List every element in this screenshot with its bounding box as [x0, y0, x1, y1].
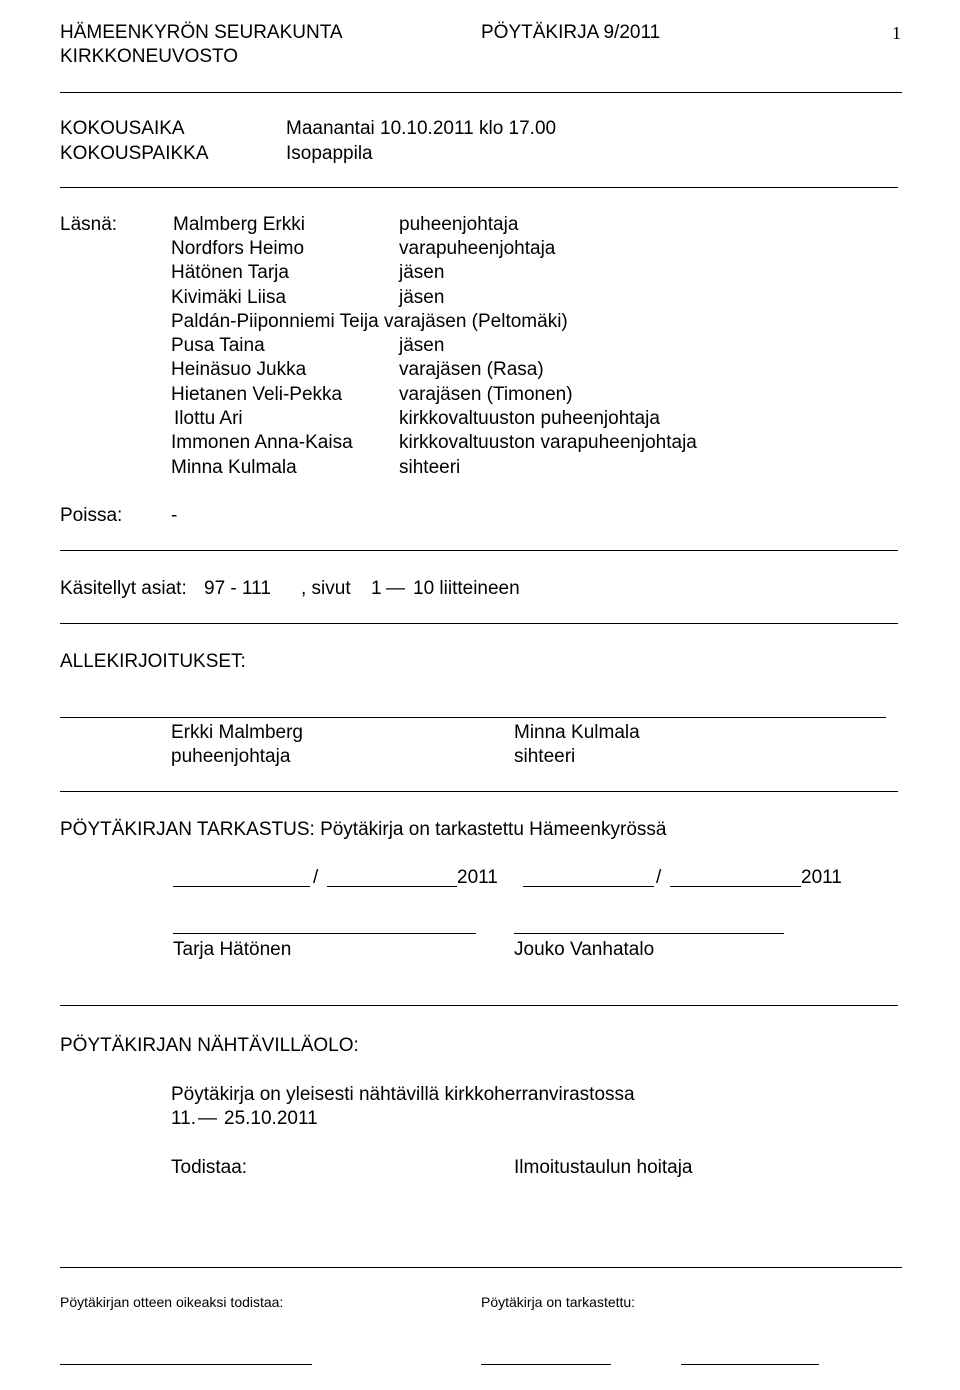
meeting-place-value: Isopappila	[286, 143, 373, 164]
divider	[60, 1005, 898, 1006]
date-line	[670, 886, 801, 887]
member-role: puheenjohtaja	[399, 214, 519, 235]
board-name: KIRKKONEUVOSTO	[60, 46, 239, 67]
signature-line	[60, 1364, 312, 1365]
date-year: 2011	[457, 867, 498, 888]
reviewer-name: Tarja Hätönen	[173, 939, 292, 960]
matters-pages-prefix: , sivut	[301, 578, 351, 599]
member-name: Malmberg Erkki	[173, 214, 305, 235]
chair-name: Erkki Malmberg	[171, 722, 303, 743]
member-name: Minna Kulmala	[171, 457, 297, 478]
meeting-time-value: Maanantai 10.10.2011 klo 17.00	[286, 118, 557, 139]
member-role: jäsen	[399, 262, 445, 283]
member-role: kirkkovaltuuston varapuheenjohtaja	[399, 432, 697, 453]
signatures-label: ALLEKIRJOITUKSET:	[60, 651, 246, 672]
organization-name: HÄMEENKYRÖN SEURAKUNTA	[60, 22, 343, 43]
secretary-role: sihteeri	[514, 746, 576, 767]
reviewer-name: Jouko Vanhatalo	[514, 939, 655, 960]
date-line	[173, 886, 310, 887]
signature-line	[514, 933, 784, 934]
signature-line	[173, 933, 476, 934]
member-name: Kivimäki Liisa	[171, 287, 287, 308]
member-name: Hietanen Veli-Pekka	[171, 384, 343, 405]
member-name: Paldán-Piiponniemi Teija varajäsen (Peltomäki)	[171, 311, 568, 332]
signature-line	[60, 717, 886, 718]
divider	[60, 1267, 902, 1268]
footer-excerpt-label: Pöytäkirjan otteen oikeaksi todistaa:	[60, 1294, 284, 1310]
page-number: 1	[892, 23, 901, 43]
member-role: jäsen	[399, 287, 445, 308]
meeting-place-label: KOKOUSPAIKKA	[60, 143, 209, 164]
divider	[60, 92, 902, 93]
display-date-dash: —	[198, 1108, 217, 1129]
date-line	[523, 886, 654, 887]
date-line	[327, 886, 457, 887]
divider	[60, 550, 898, 551]
matters-label: Käsitellyt asiat:	[60, 578, 187, 599]
member-role: sihteeri	[399, 457, 461, 478]
document-title: PÖYTÄKIRJA 9/2011	[481, 22, 661, 43]
member-name: Ilottu Ari	[174, 408, 243, 429]
divider	[60, 187, 898, 188]
divider	[60, 791, 898, 792]
matters-range: 97 - 111	[204, 578, 271, 599]
matters-page-from: 1	[371, 578, 382, 599]
review-label: PÖYTÄKIRJAN TARKASTUS: Pöytäkirja on tarkastettu Hämeenkyrössä	[60, 819, 667, 840]
chair-role: puheenjohtaja	[171, 746, 291, 767]
divider	[60, 623, 898, 624]
secretary-name: Minna Kulmala	[514, 722, 640, 743]
date-slash: /	[313, 867, 319, 888]
absent-value: -	[171, 505, 178, 526]
date-slash: /	[656, 867, 662, 888]
member-name: Hätönen Tarja	[171, 262, 289, 283]
absent-label: Poissa:	[60, 505, 123, 526]
member-role: varapuheenjohtaja	[399, 238, 556, 259]
member-role: kirkkovaltuuston puheenjohtaja	[399, 408, 660, 429]
date-year: 2011	[801, 867, 842, 888]
display-text: Pöytäkirja on yleisesti nähtävillä kirkkoherranvirastossa	[171, 1084, 635, 1105]
attendance-label: Läsnä:	[60, 214, 118, 235]
notice-label: Ilmoitustaulun hoitaja	[514, 1157, 693, 1178]
display-label: PÖYTÄKIRJAN NÄHTÄVILLÄOLO:	[60, 1035, 359, 1056]
display-date-end: 25.10.2011	[224, 1108, 318, 1129]
member-role: jäsen	[399, 335, 445, 356]
matters-dash: —	[386, 578, 405, 599]
member-role: varajäsen (Rasa)	[399, 359, 544, 380]
signature-line	[481, 1364, 611, 1365]
footer-reviewed-label: Pöytäkirja on tarkastettu:	[481, 1294, 636, 1310]
member-name: Immonen Anna-Kaisa	[171, 432, 353, 453]
meeting-time-label: KOKOUSAIKA	[60, 118, 185, 139]
member-name: Nordfors Heimo	[171, 238, 305, 259]
certify-label: Todistaa:	[171, 1157, 248, 1178]
matters-page-to: 10 liitteineen	[413, 578, 520, 599]
display-date-start: 11.	[171, 1108, 197, 1129]
signature-line	[681, 1364, 819, 1365]
member-name: Pusa Taina	[171, 335, 265, 356]
member-role: varajäsen (Timonen)	[399, 384, 573, 405]
member-name: Heinäsuo Jukka	[171, 359, 307, 380]
